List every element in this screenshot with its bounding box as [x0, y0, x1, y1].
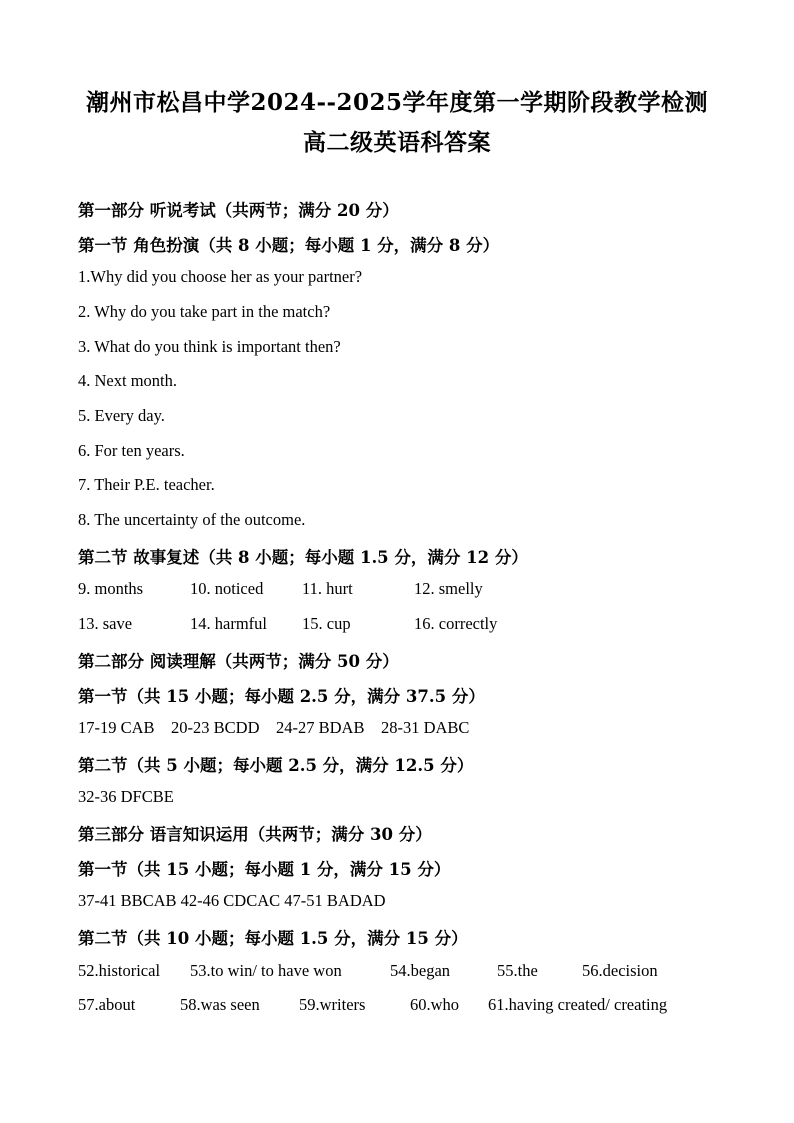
- answer-cell: 53.to win/ to have won: [190, 961, 342, 980]
- part3-heading: 第三部分 语言知识运用（共两节；满分 30 分）: [78, 825, 432, 844]
- answer-cell: 10. noticed: [190, 579, 264, 598]
- part2-section2-heading: 第二节（共 5 小题；每小题 2.5 分，满分 12.5 分）: [78, 756, 474, 775]
- part1-heading: 第一部分 听说考试（共两节；满分 20 分）: [78, 201, 399, 220]
- answer-cell: 13. save: [78, 614, 133, 633]
- document-subtitle: 高二级英语科答案: [303, 129, 491, 156]
- answer-line: 7. Their P.E. teacher.: [78, 475, 215, 494]
- answer-cell: 61.having created/ creating: [488, 995, 668, 1014]
- answer-cell: 52.historical: [78, 961, 161, 980]
- answer-line: 6. For ten years.: [78, 441, 185, 460]
- answer-cell: 57.about: [78, 995, 136, 1014]
- answer-cell: 14. harmful: [190, 614, 267, 633]
- answer-cell: 55.the: [497, 961, 538, 980]
- answer-line: 37-41 BBCAB 42-46 CDCAC 47-51 BADAD: [78, 891, 386, 910]
- answer-cell: 56.decision: [582, 961, 658, 980]
- answer-line: 3. What do you think is important then?: [78, 337, 341, 356]
- answer-cell: 12. smelly: [414, 579, 483, 598]
- document-title: 潮州市松昌中学2024--2025学年度第一学期阶段教学检测: [85, 89, 709, 116]
- answer-cell: 9. months: [78, 579, 144, 598]
- answer-line: 4. Next month.: [78, 371, 177, 390]
- part1-section1-heading: 第一节 角色扮演（共 8 小题；每小题 1 分，满分 8 分）: [78, 236, 500, 255]
- answer-line: 8. The uncertainty of the outcome.: [78, 510, 306, 529]
- answer-cell: 59.writers: [299, 995, 366, 1014]
- part1-section2-heading: 第二节 故事复述（共 8 小题；每小题 1.5 分，满分 12 分）: [78, 548, 528, 567]
- answer-cell: 54.began: [390, 961, 451, 980]
- answer-line: 5. Every day.: [78, 406, 165, 425]
- part2-heading: 第二部分 阅读理解（共两节；满分 50 分）: [78, 652, 399, 671]
- answer-cell: 60.who: [410, 995, 460, 1014]
- answer-cell: 15. cup: [302, 614, 351, 633]
- part2-section1-heading: 第一节（共 15 小题；每小题 2.5 分，满分 37.5 分）: [78, 687, 485, 706]
- answer-line: 1.Why did you choose her as your partner?: [78, 267, 363, 286]
- part3-section2-heading: 第二节（共 10 小题；每小题 1.5 分，满分 15 分）: [78, 929, 468, 948]
- answer-line: 32-36 DFCBE: [78, 787, 174, 806]
- answer-cell: 16. correctly: [414, 614, 498, 633]
- part3-section1-heading: 第一节（共 15 小题；每小题 1 分，满分 15 分）: [78, 860, 451, 879]
- answer-line: 17-19 CAB 20-23 BCDD 24-27 BDAB 28-31 DABC: [78, 718, 470, 737]
- answer-cell: 58.was seen: [180, 995, 260, 1014]
- answer-cell: 11. hurt: [302, 579, 353, 598]
- answer-line: 2. Why do you take part in the match?: [78, 302, 331, 321]
